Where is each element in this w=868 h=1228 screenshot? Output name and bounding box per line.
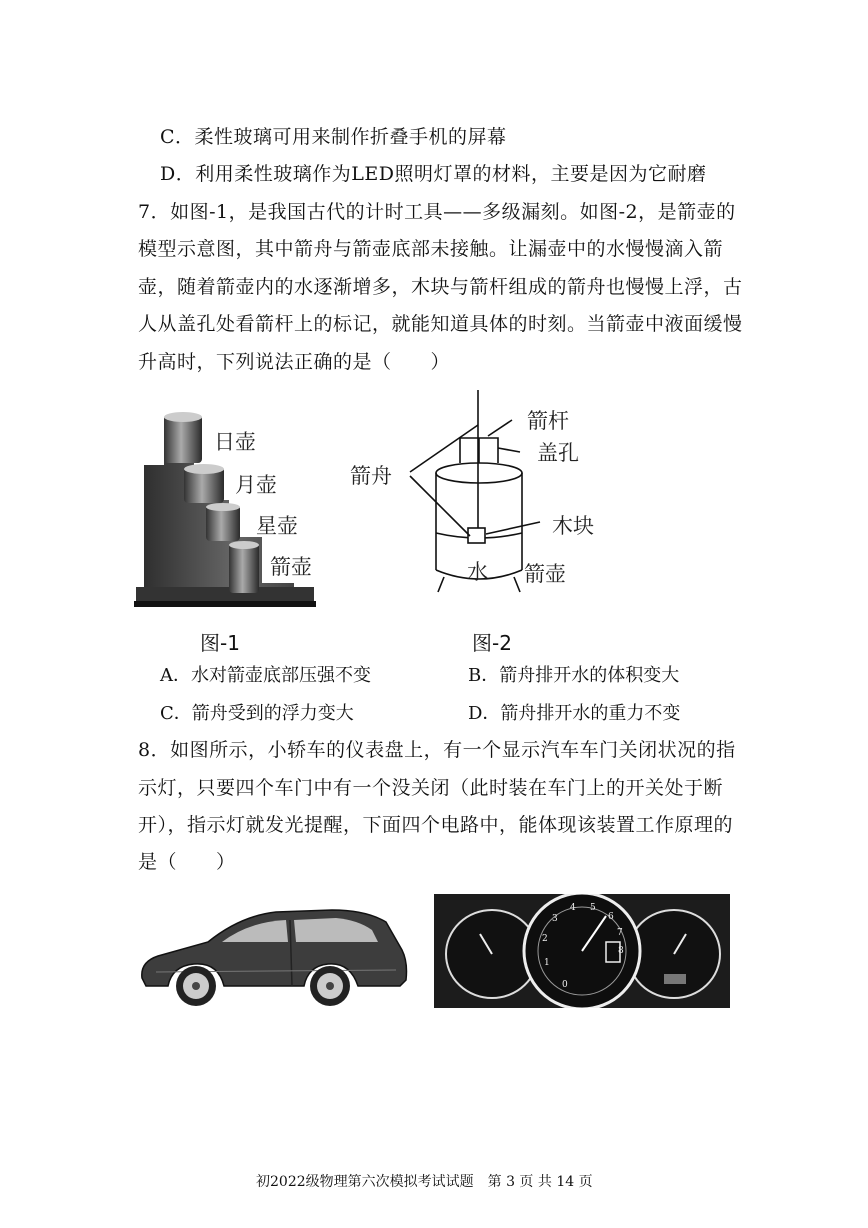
tick-8: 8 <box>618 946 624 956</box>
tick-4: 4 <box>570 903 576 913</box>
tick-0: 0 <box>562 980 568 990</box>
fig2-label-water: 水 <box>467 560 488 584</box>
q7-text-line-2: 模型示意图，其中箭舟与箭壶底部未接触。让漏壶中的水慢慢滴入箭 <box>138 238 724 260</box>
q7-option-a[interactable]: A．水对箭壶底部压强不变 <box>160 665 371 686</box>
dashboard-image <box>434 894 730 1008</box>
tick-1: 1 <box>544 958 550 968</box>
fig2-label-lid-hole: 盖孔 <box>537 441 579 465</box>
fig2-label-wood-block: 木块 <box>552 514 594 538</box>
fig1-label-sun-pot: 日壶 <box>214 430 256 454</box>
q7-option-c[interactable]: C．箭舟受到的浮力变大 <box>160 703 354 724</box>
tick-2: 2 <box>542 934 548 944</box>
q8-text-line-3: 开），指示灯就发光提醒，下面四个电路中，能体现该装置工作原理的 <box>138 814 734 836</box>
q7-option-d[interactable]: D．箭舟排开水的重力不变 <box>468 703 681 724</box>
prev-option-d: D．利用柔性玻璃作为LED照明灯罩的材料，主要是因为它耐磨 <box>160 163 707 185</box>
fig1-label-moon-pot: 月壶 <box>235 473 277 497</box>
tick-7: 7 <box>617 928 623 938</box>
q8-text-line-2: 示灯，只要四个车门中有一个没关闭（此时装在车门上的开关处于断 <box>138 777 724 799</box>
q7-text-line-5: 升高时，下列说法正确的是（ ） <box>138 351 451 373</box>
tick-5: 5 <box>590 903 596 913</box>
q8-text-line-4: 是（ ） <box>138 851 236 873</box>
q7-text-line-4: 人从盖孔处看箭杆上的标记，就能知道具体的时刻。当箭壶中液面缓慢 <box>138 313 743 335</box>
fig2-caption: 图-2 <box>472 631 512 655</box>
fig2-label-arrow-boat: 箭舟 <box>350 464 392 488</box>
tick-6: 6 <box>608 912 614 922</box>
prev-option-c: C．柔性玻璃可用来制作折叠手机的屏幕 <box>160 126 507 148</box>
fig2-label-rod: 箭杆 <box>527 409 569 433</box>
car-image <box>136 900 412 1010</box>
q8-text-line-1: 8．如图所示，小轿车的仪表盘上，有一个显示汽车车门关闭状况的指 <box>138 739 736 761</box>
q7-option-b[interactable]: B．箭舟排开水的体积变大 <box>468 665 680 686</box>
q7-text-line-1: 7．如图-1，是我国古代的计时工具——多级漏刻。如图-2，是箭壶的 <box>138 201 736 223</box>
fig1-label-arrow-pot: 箭壶 <box>270 555 312 579</box>
tick-3: 3 <box>552 914 558 924</box>
fig1-caption: 图-1 <box>200 631 240 655</box>
fig1-label-star-pot: 星壶 <box>256 514 298 538</box>
fig2-label-arrow-pot: 箭壶 <box>524 562 566 586</box>
page-footer: 初2022级物理第六次模拟考试试题 第 3 页 共 14 页 <box>256 1174 593 1190</box>
q7-text-line-3: 壶，随着箭壶内的水逐渐增多，木块与箭杆组成的箭舟也慢慢上浮，古 <box>138 276 743 298</box>
